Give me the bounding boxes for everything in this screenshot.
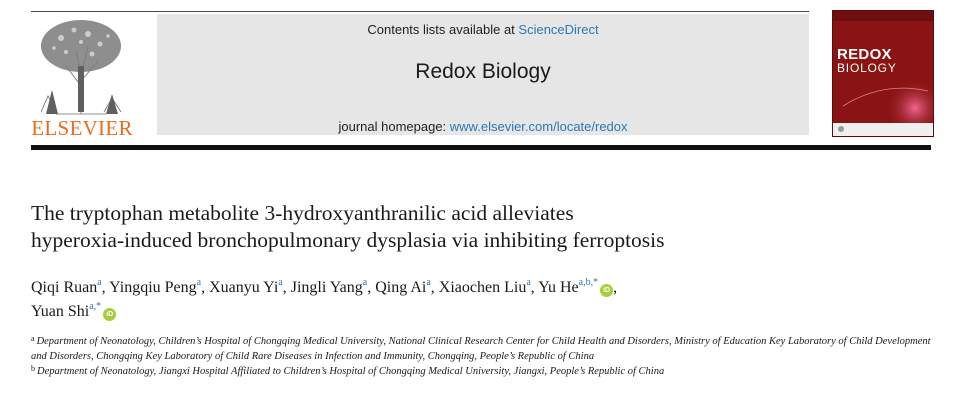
- author[interactable]: [538, 279, 617, 296]
- affiliation-a: [31, 334, 931, 364]
- affiliations: [31, 334, 931, 379]
- article-title: [31, 200, 931, 254]
- author-separator: ,: [367, 279, 376, 296]
- journal-title[interactable]: Redox Biology: [415, 60, 551, 83]
- author-separator: ,: [530, 279, 539, 296]
- article-title-line2: hyperoxia-induced bronchopulmonary dysplasia via inhibiting ferroptosis: [31, 228, 665, 252]
- author[interactable]: [375, 279, 439, 296]
- author[interactable]: [109, 279, 209, 296]
- affiliation-mark[interactable]: a,*: [89, 301, 102, 312]
- sciencedirect-link[interactable]: ScienceDirect: [518, 22, 599, 37]
- author[interactable]: [439, 279, 538, 296]
- affiliation-mark[interactable]: a: [97, 277, 102, 288]
- author-name: Qiqi Ruan: [31, 279, 98, 296]
- cover-title: REDOX: [837, 46, 892, 63]
- author-list: [31, 276, 931, 324]
- contents-prefix: Contents lists available at: [367, 22, 519, 37]
- affiliation-mark[interactable]: a: [362, 277, 368, 288]
- author-name: Xuanyu Yi: [209, 279, 279, 296]
- header-divider: [31, 145, 931, 150]
- author-name: Yu He: [538, 279, 579, 296]
- cover-subtitle: BIOLOGY: [837, 61, 897, 75]
- author-separator: ,: [613, 279, 618, 296]
- author[interactable]: [291, 279, 375, 296]
- affiliation-mark[interactable]: a: [278, 277, 283, 288]
- affiliation-mark[interactable]: a: [426, 277, 431, 288]
- contents-line: [157, 22, 809, 37]
- affiliation-mark[interactable]: a: [526, 277, 531, 288]
- author-name: Yingqiu Peng: [109, 279, 197, 296]
- homepage-prefix: journal homepage:: [338, 119, 450, 134]
- author[interactable]: [31, 279, 109, 296]
- affiliation-a-text: Department of Neonatology, Children’s Hospital of Chongqing Medical University, National Clinical Research Center for Child Health and Disorders, Ministry of Education Key Laboratory of Child Development and Disorders, Chongqing Key Laboratory of Child Rare Diseases in Infection and Immunity, Chongqing, People’s Republic of China: [31, 336, 931, 362]
- publisher-name[interactable]: ELSEVIER: [31, 116, 133, 140]
- author-name: Qing Ai: [375, 279, 427, 296]
- author[interactable]: [209, 279, 291, 296]
- homepage-line: [157, 119, 809, 134]
- affiliation-b-mark: b: [31, 364, 35, 373]
- author-name: Xiaochen Liu: [438, 279, 527, 296]
- affiliation-a-mark: a: [31, 334, 35, 343]
- journal-homepage-link[interactable]: www.elsevier.com/locate/redox: [449, 119, 628, 134]
- affiliation-mark[interactable]: a: [196, 277, 202, 288]
- author[interactable]: [31, 303, 116, 320]
- article-title-line1: The tryptophan metabolite 3-hydroxyanthranilic acid alleviates: [31, 201, 574, 225]
- top-rule: [31, 11, 809, 12]
- author-separator: ,: [282, 279, 291, 296]
- journal-masthead: [157, 14, 809, 135]
- affiliation-b: [31, 364, 931, 379]
- author-separator: ,: [101, 279, 110, 296]
- author-separator: ,: [201, 279, 210, 296]
- author-name: Jingli Yang: [290, 279, 363, 296]
- author-separator: ,: [430, 279, 439, 296]
- orcid-icon[interactable]: iD: [600, 284, 613, 297]
- journal-cover[interactable]: [832, 10, 934, 137]
- author-name: Yuan Shi: [31, 303, 90, 320]
- affiliation-mark[interactable]: a,b,*: [578, 277, 599, 288]
- affiliation-b-text: Department of Neonatology, Jiangxi Hospital Affiliated to Children’s Hospital of Chongqing Medical University, Jiangxi, People’s Republic of China: [37, 366, 665, 377]
- orcid-icon[interactable]: iD: [103, 308, 116, 321]
